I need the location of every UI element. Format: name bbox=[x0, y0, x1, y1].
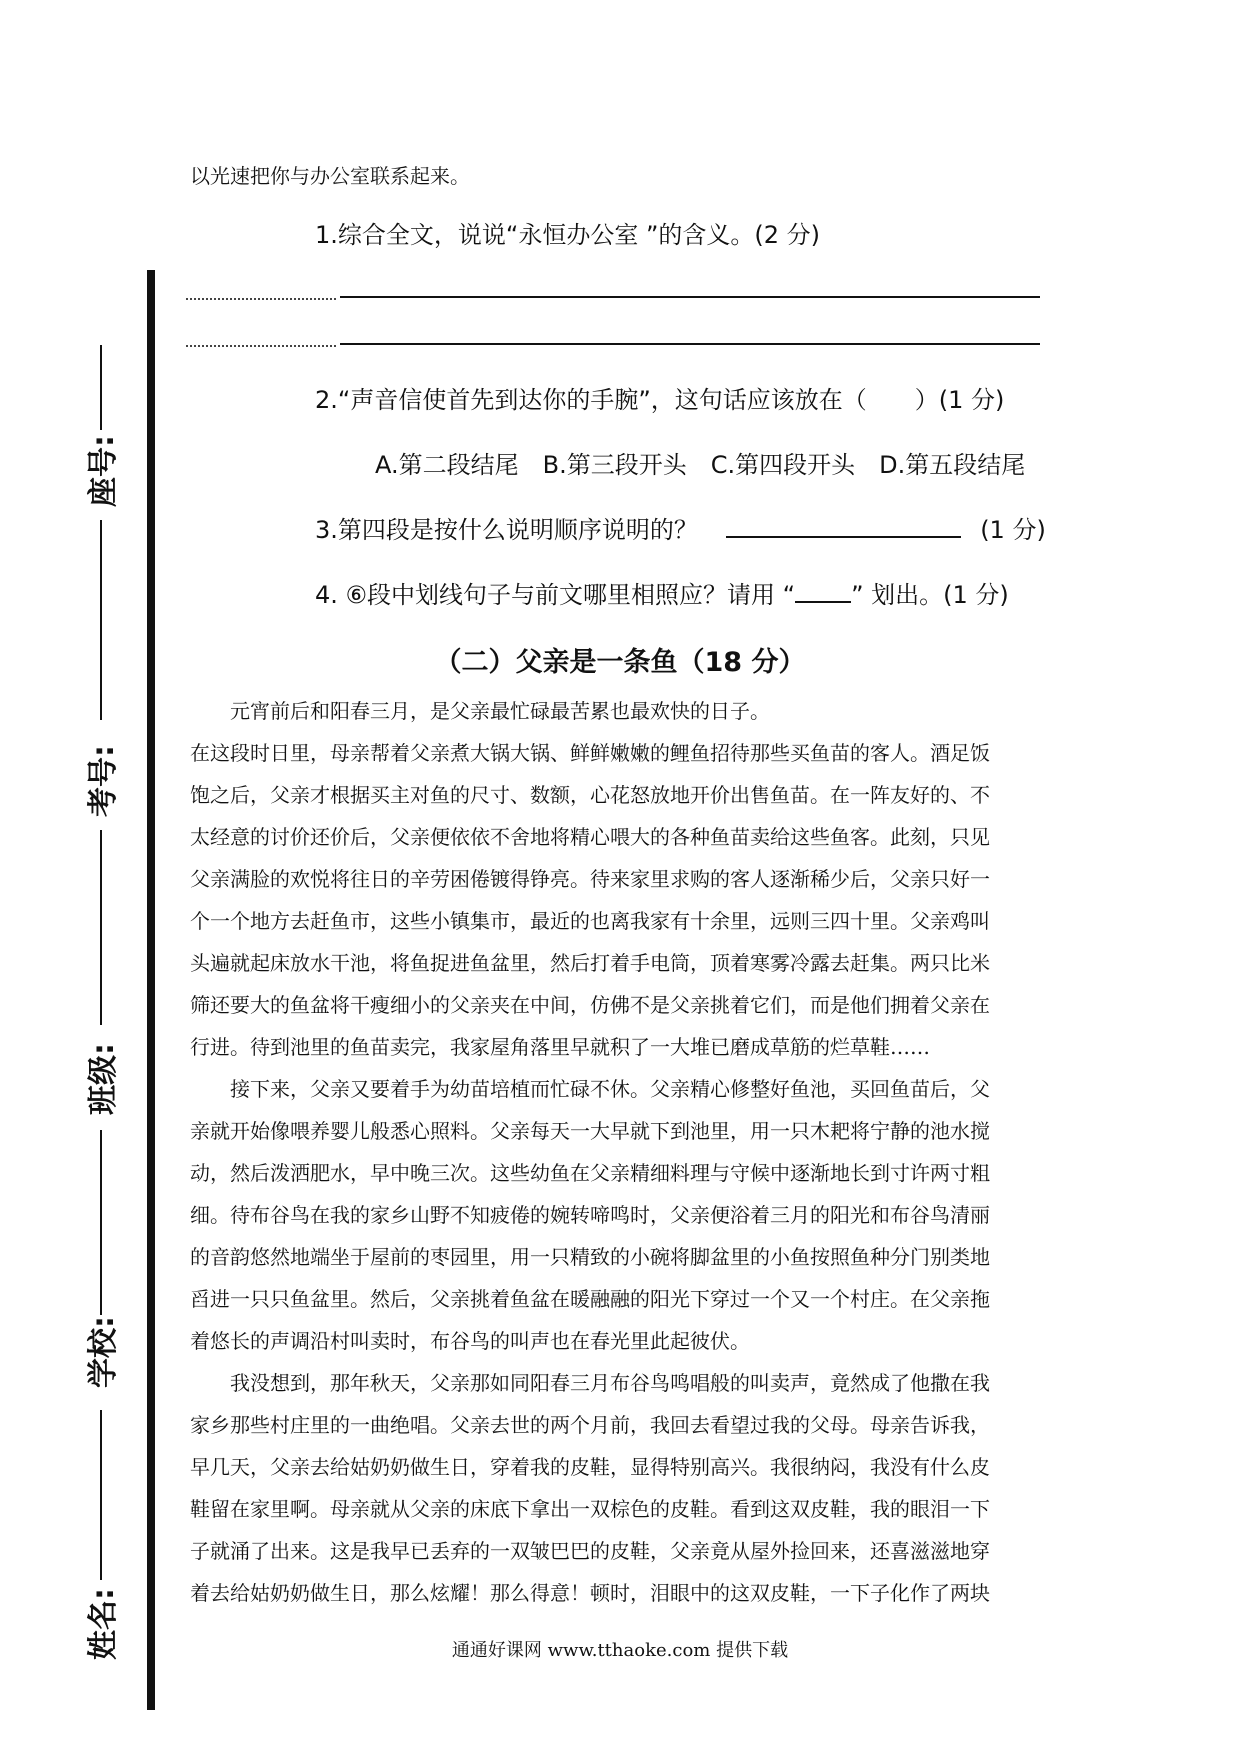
question-1: 1.综合全文，说说“永恒办公室 ”的含义。(2 分) bbox=[315, 221, 821, 249]
passage-line: 饱之后，父亲才根据买主对鱼的尺寸、数额，心花怒放地开价出售鱼苗。在一阵友好的、不 bbox=[190, 783, 990, 807]
passage-line: 鞋留在家里啊。母亲就从父亲的床底下拿出一双棕色的皮鞋。看到这双皮鞋，我的眼泪一下 bbox=[190, 1497, 990, 1521]
passage-line: 子就涌了出来。这是我早已丢弃的一双皱巴巴的皮鞋，父亲竟从屋外捡回来，还喜滋滋地穿 bbox=[190, 1539, 990, 1563]
exam-number-label: 考号: bbox=[86, 745, 121, 817]
passage-line: 早几天，父亲去给姑奶奶做生日，穿着我的皮鞋，显得特别高兴。我很纳闷，我没有什么皮 bbox=[190, 1455, 990, 1479]
passage-line: 个一个地方去赶鱼市，这些小镇集市，最近的也离我家有十余里，远则三四十里。父亲鸡叫 bbox=[190, 909, 990, 933]
intro-line: 以光速把你与办公室联系起来。 bbox=[190, 164, 470, 188]
answer-line-2[interactable] bbox=[340, 343, 1040, 345]
passage-line: 在这段时日里，母亲帮着父亲煮大锅大锅、鲜鲜嫩嫩的鲤鱼招待那些买鱼苗的客人。酒足饭 bbox=[190, 741, 990, 765]
question-4-text-after: ” 划出。(1 分) bbox=[851, 581, 1009, 609]
seat-number-label: 座号: bbox=[86, 435, 121, 507]
passage-line: 接下来，父亲又要着手为幼苗培植而忙碌不休。父亲精心修整好鱼池，买回鱼苗后，父 bbox=[190, 1077, 990, 1101]
passage-line: 父亲满脸的欢悦将往日的辛劳困倦镀得铮亮。待来家里求购的客人逐渐稀少后，父亲只好一 bbox=[190, 867, 990, 891]
name-line bbox=[100, 1410, 102, 1580]
question-4-underline-sample bbox=[795, 601, 851, 603]
question-3-score: (1 分) bbox=[980, 516, 1046, 544]
question-2-options: A.第二段结尾 B.第三段开头 C.第四段开头 D.第五段结尾 bbox=[375, 451, 1026, 479]
class-line bbox=[100, 830, 102, 1025]
passage bbox=[190, 690, 1060, 1614]
passage-line: 舀进一只只鱼盆里。然后，父亲挑着鱼盆在暖融融的阳光下穿过一个又一个村庄。在父亲拖 bbox=[190, 1287, 990, 1311]
passage-line: 太经意的讨价还价后，父亲便依依不舍地将精心喂大的各种鱼苗卖给这些鱼客。此刻，只见 bbox=[190, 825, 990, 849]
passage-line: 的音韵悠然地端坐于屋前的枣园里，用一只精致的小碗将脚盆里的小鱼按照鱼种分门别类地 bbox=[190, 1245, 990, 1269]
passage-line: 行进。待到池里的鱼苗卖完，我家屋角落里早就积了一大堆已磨成草筋的烂草鞋…… bbox=[190, 1035, 930, 1059]
question-4 bbox=[315, 575, 1009, 610]
question-2: 2.“声音信使首先到达你的手腕”，这句话应该放在（ ）(1 分) bbox=[315, 386, 1005, 414]
passage-line: 着悠长的声调沿村叫卖时，布谷鸟的叫声也在春光里此起彼伏。 bbox=[190, 1329, 750, 1353]
passage-line: 筛还要大的鱼盆将干瘦细小的父亲夹在中间，仿佛不是父亲挑着它们，而是他们拥着父亲在 bbox=[190, 993, 990, 1017]
dotted-guide-1 bbox=[186, 298, 336, 300]
passage-line: 元宵前后和阳春三月，是父亲最忙碌最苦累也最欢快的日子。 bbox=[190, 699, 770, 723]
passage-line: 我没想到，那年秋天，父亲那如同阳春三月布谷鸟鸣唱般的叫卖声，竟然成了他撒在我 bbox=[190, 1371, 990, 1395]
question-4-text-before: 4. ⑥段中划线句子与前文哪里相照应？请用 “ bbox=[315, 581, 796, 609]
passage-line: 动，然后泼洒肥水，早中晚三次。这些幼鱼在父亲精细料理与守候中逐渐地长到寸许两寸粗 bbox=[190, 1161, 990, 1185]
dotted-guide-2 bbox=[186, 345, 336, 347]
passage-line: 细。待布谷鸟在我的家乡山野不知疲倦的婉转啼鸣时，父亲便浴着三月的阳光和布谷鸟清丽 bbox=[190, 1203, 990, 1227]
answer-line-1[interactable] bbox=[340, 296, 1040, 298]
name-label: 姓名: bbox=[86, 1588, 121, 1660]
question-3-blank[interactable] bbox=[726, 536, 961, 538]
school-label: 学校: bbox=[86, 1316, 121, 1388]
section-title: （二）父亲是一条鱼（18 分） bbox=[434, 647, 806, 678]
exam-number-line bbox=[100, 520, 102, 720]
question-3 bbox=[315, 510, 1046, 545]
seat-number-line bbox=[100, 345, 102, 430]
footer-source: 通通好课网 www.tthaoke.com 提供下载 bbox=[451, 1640, 789, 1661]
class-label: 班级: bbox=[86, 1043, 121, 1115]
binding-bar bbox=[147, 270, 155, 1710]
question-3-text: 3.第四段是按什么说明顺序说明的？ bbox=[315, 516, 698, 544]
school-line bbox=[100, 1130, 102, 1315]
passage-line: 着去给姑奶奶做生日，那么炫耀！那么得意！顿时，泪眼中的这双皮鞋，一下子化作了两块 bbox=[190, 1581, 990, 1605]
passage-line: 亲就开始像喂养婴儿般悉心照料。父亲每天一大早就下到池里，用一只木耙将宁静的池水搅 bbox=[190, 1119, 990, 1143]
passage-line: 头遍就起床放水干池，将鱼捉进鱼盆里，然后打着手电筒，顶着寒雾冷露去赶集。两只比米 bbox=[190, 951, 990, 975]
passage-line: 家乡那些村庄里的一曲绝唱。父亲去世的两个月前，我回去看望过我的父母。母亲告诉我， bbox=[190, 1413, 990, 1437]
